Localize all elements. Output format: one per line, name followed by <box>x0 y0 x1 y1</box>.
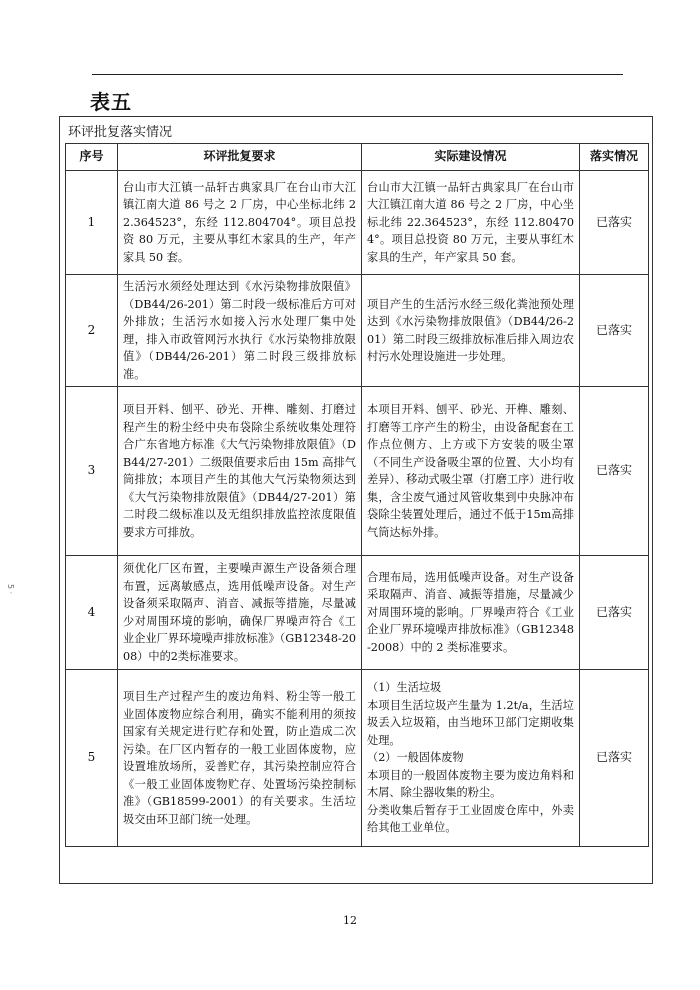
table-row <box>66 387 649 556</box>
header-requirement: 环评批复要求 <box>118 144 362 171</box>
table-row <box>66 171 649 275</box>
actual-cell: 本项目开料、刨平、砂光、开榫、雕刻、打磨等工序产生的粉尘，由设备配套在工作点位侧方、上方或下方安装的吸尘罩（不同生产设备吸尘罩的位置、大小均有差异）、移动式吸尘罩（打磨工序）进行收集，含尘废气通过风管收集到中央脉冲布袋除尘装置处理后，通过不低于15m高排气筒达标外排。 <box>362 387 580 556</box>
header-no: 序号 <box>66 144 118 171</box>
status-cell: 已落实 <box>580 670 649 847</box>
status-cell: 已落实 <box>580 387 649 556</box>
header-rule <box>92 74 623 75</box>
status-cell: 已落实 <box>580 275 649 387</box>
requirement-cell: 项目生产过程产生的废边角料、粉尘等一般工业固体废物应综合利用，确实不能利用的须按国家有关规定进行贮存和处置，防止造成二次污染。在厂区内暂存的一般工业固体废物，应设置堆放场所，妥善贮存，其污染控制应符合《一般工业固体废物贮存、处置场污染控制标准》（GB18599-2001）的有关要求。生活垃圾交由环卫部门统一处理。 <box>118 670 362 847</box>
table-row <box>66 556 649 670</box>
actual-paragraph: 本项目的一般固体废物主要为废边角料和木屑、除尘器收集的粉尘。 <box>367 768 574 800</box>
row-number: 4 <box>66 556 118 670</box>
table-row <box>66 670 649 847</box>
row-number: 3 <box>66 387 118 556</box>
table-title: 表五 <box>90 90 132 114</box>
row-number: 1 <box>66 171 118 275</box>
actual-subheading-domestic-waste: （1）生活垃圾 <box>367 681 442 695</box>
actual-paragraph: 本项目生活垃圾产生量为 1.2t/a，生活垃圾丢入垃圾箱，由当地环卫部门定期收集处理。 <box>367 698 574 747</box>
page-number: 12 <box>343 914 357 927</box>
header-actual: 实际建设情况 <box>362 144 580 171</box>
section-caption: 环评批复落实情况 <box>68 125 173 140</box>
actual-cell: 台山市大江镇一品轩古典家具厂在台山市大江镇江南大道 86 号之 2 厂房，中心坐标北纬 22.364523°，东经 112.804704°。项目总投资 80 万元，主要从事红木家具的生产，年产家具 50 套。 <box>362 171 580 275</box>
requirement-cell: 生活污水须经处理达到《水污染物排放限值》（DB44/26-201）第二时段一级标准后方可对外排放；生活污水如接入污水处理厂集中处理，排入市政管网污水执行《水污染物排放限值》（DB44/26-201）第二时段三级排放标准。 <box>118 275 362 387</box>
row-number: 5 <box>66 670 118 847</box>
actual-cell: 合理布局，选用低噪声设备。对生产设备采取隔声、消音、减振等措施，尽量减少对周围环境的影响。厂界噪声符合《工业企业厂界环境噪声排放标准》（GB12348-2008）中的 2 类标准要求。 <box>362 556 580 670</box>
status-cell: 已落实 <box>580 556 649 670</box>
approval-implementation-table <box>65 143 649 847</box>
table-row <box>66 275 649 387</box>
status-cell: 已落实 <box>580 171 649 275</box>
actual-cell <box>362 670 580 847</box>
actual-cell: 项目产生的生活污水经三级化粪池预处理达到《水污染物排放限值》（DB44/26-201）第二时段三级排放标准后排入周边农村污水处理设施进一步处理。 <box>362 275 580 387</box>
actual-subheading-solid-waste: （2）一般固体废物 <box>367 751 464 765</box>
requirement-cell: 项目开料、刨平、砂光、开榫、雕刻、打磨过程产生的粉尘经中央布袋除尘系统收集处理符合广东省地方标准《大气污染物排放限值》（DB44/27-201）二级限值要求后由 15m 高排气筒排放；本项目产生的其他大气污染物须达到《大气污染物排放限值》（DB44/27-201）第二时段二级标准以及无组织排放监控浓度限值要求方可排放。 <box>118 387 362 556</box>
requirement-cell: 须优化厂区布置，主要噪声源生产设备须合理布置，远离敏感点，选用低噪声设备。对生产设备须采取隔声、消音、减振等措施，尽量减少对周围环境的影响，确保厂界噪声符合《工业企业厂界环境噪声排放标准》（GB12348-2008）中的2类标准要求。 <box>118 556 362 670</box>
table-header-row <box>66 144 649 171</box>
margin-mark: 5 · <box>6 584 15 595</box>
requirement-cell: 台山市大江镇一品轩古典家具厂在台山市大江镇江南大道 86 号之 2 厂房，中心坐标北纬 22.364523°，东经 112.804704°。项目总投资 80 万元，主要从事红木家具的生产，年产家具 50 套。 <box>118 171 362 275</box>
row-number: 2 <box>66 275 118 387</box>
header-status: 落实情况 <box>580 144 649 171</box>
actual-paragraph: 分类收集后暂存于工业固废仓库中，外卖给其他工业单位。 <box>367 803 574 835</box>
